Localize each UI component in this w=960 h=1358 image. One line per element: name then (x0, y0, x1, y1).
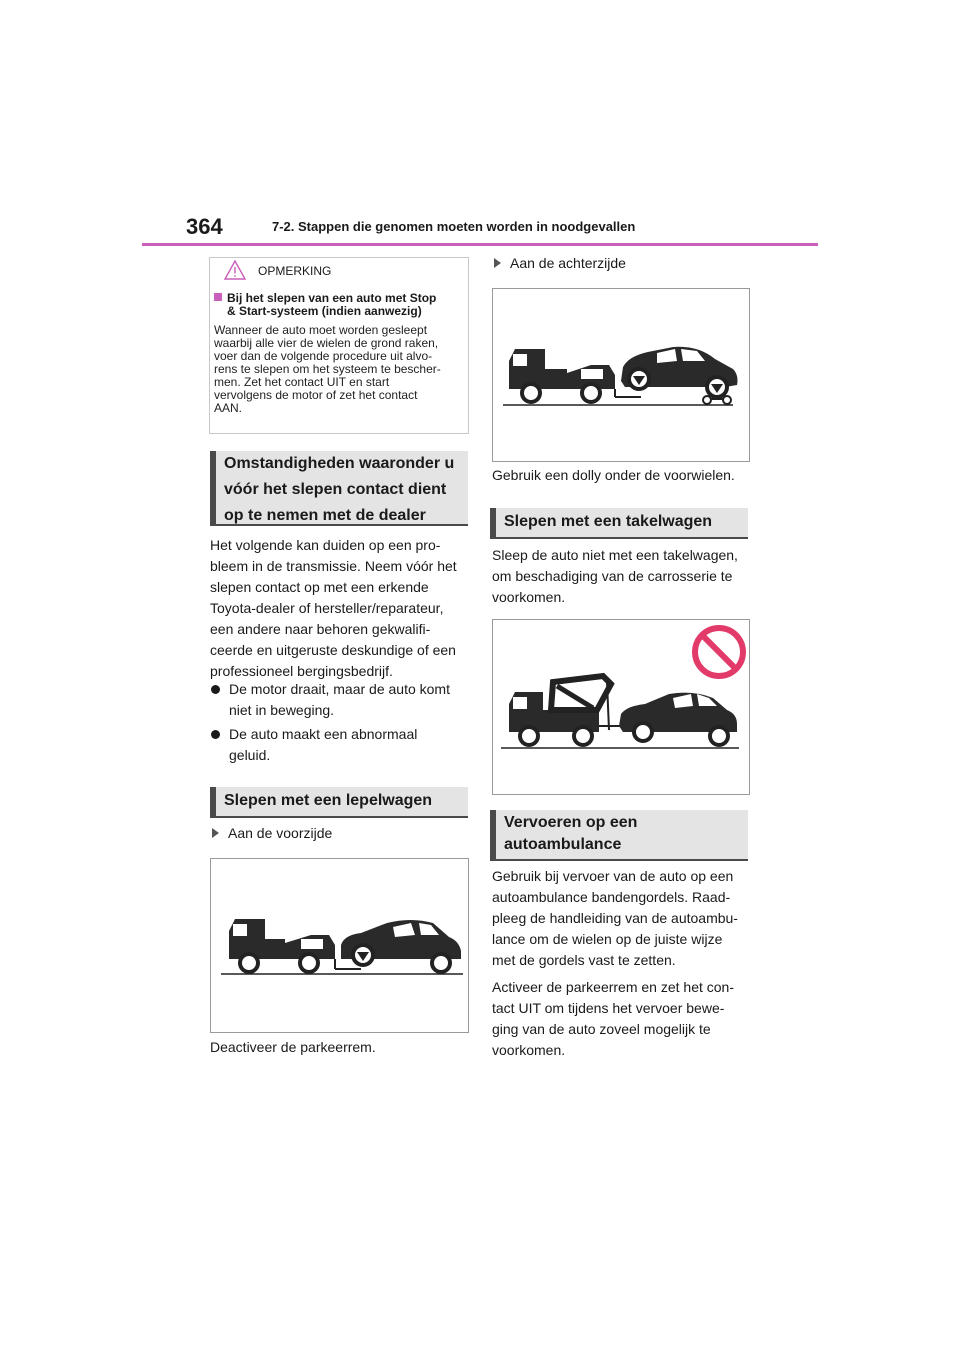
note-body-line: voer dan de volgende procedure uit alvo- (214, 349, 433, 363)
text-line: voorkomen. (492, 589, 566, 605)
text-line: niet in beweging. (229, 702, 335, 718)
arrow-right-icon (212, 828, 219, 838)
transport-paragraph-2 (492, 977, 754, 1061)
rear-tow-illustration (492, 288, 750, 462)
arrow-right-icon (494, 258, 501, 268)
heading-line: Vervoeren op een (504, 814, 638, 831)
header-rule (142, 243, 818, 246)
note-body-line: men. Zet het contact UIT en start (214, 375, 390, 389)
heading-line: autoambulance (504, 836, 622, 853)
note-subtitle (214, 292, 464, 318)
heading-line: op te nemen met de dealer (224, 507, 426, 524)
front-caption: Deactiveer de parkeerrem. (210, 1039, 376, 1055)
text-line: tact UIT om tijdens het vervoer bewe- (492, 1000, 725, 1016)
front-label (210, 823, 410, 844)
front-tow-illustration (210, 858, 469, 1033)
note-body (214, 324, 466, 415)
transport-paragraph-1 (492, 866, 754, 971)
square-bullet-icon (214, 293, 222, 301)
rear-label-text: Aan de achterzijde (510, 255, 626, 271)
note-body-line: rens te slepen om het systeem te bescher- (214, 362, 441, 376)
text-line: Activeer de parkeerrem en zet het con- (492, 979, 735, 995)
bullet-icon (211, 685, 220, 694)
note-body-line: vervolgens de motor of zet het contact (214, 388, 418, 402)
heading-car-transporter (490, 810, 748, 861)
rear-caption: Gebruik een dolly onder de voorwielen. (492, 467, 735, 483)
text-line: De motor draait, maar de auto komt (229, 681, 450, 697)
tow-truck-sling-icon (493, 620, 749, 794)
text-line: slepen contact op met een erkende (210, 579, 429, 595)
sling-tow-illustration (492, 619, 750, 795)
note-subtitle-line: & Start-systeem (indien aanwezig) (227, 304, 422, 318)
text-line: ceerde en uitgeruste deskundige of een (210, 642, 456, 658)
rear-label (492, 253, 692, 274)
heading-tow-truck: Slepen met een takelwagen (490, 508, 748, 539)
text-line: Sleep de auto niet met een takelwagen, (492, 547, 738, 563)
text-line: Het volgende kan duiden op een pro- (210, 537, 441, 553)
note-body-line: AAN. (214, 401, 243, 415)
text-line: De auto maakt een abnormaal (229, 726, 418, 742)
heading-line: Omstandigheden waaronder u (224, 455, 455, 472)
text-line: autoambulance bandengordels. Raad- (492, 889, 731, 905)
front-label-text: Aan de voorzijde (228, 825, 333, 841)
tow-paragraph (492, 545, 754, 608)
tow-truck-front-icon (211, 859, 468, 1032)
text-line: een andere naar behoren gekwalifi- (210, 621, 431, 637)
page-number: 364 (186, 214, 223, 239)
heading-wheel-lift: Slepen met een lepelwagen (210, 787, 468, 818)
text-line: ging van de auto zoveel mogelijk te (492, 1021, 711, 1037)
heading-dealer-contact (210, 451, 468, 526)
text-line: lance om de wielen op de juiste wijze (492, 931, 723, 947)
warning-triangle-icon (224, 260, 246, 280)
text-line: met de gordels vast te zetten. (492, 952, 676, 968)
text-line: voorkomen. (492, 1042, 566, 1058)
text-line: om beschadiging van de carrosserie te (492, 568, 733, 584)
list-item (211, 724, 471, 766)
tow-truck-dolly-icon (493, 289, 749, 461)
bullet-icon (211, 730, 220, 739)
note-body-line: Wanneer de auto moet worden gesleept (214, 323, 428, 337)
list-item (211, 679, 471, 721)
note-body-line: waarbij alle vier de wielen de grond raken, (214, 336, 439, 350)
text-line: Gebruik bij vervoer van de auto op een (492, 868, 734, 884)
text-line: geluid. (229, 747, 271, 763)
text-line: bleem in de transmissie. Neem vóór het (210, 558, 457, 574)
prohibited-icon (695, 628, 743, 676)
section-header: 7-2. Stappen die genomen moeten worden in noodgevallen (272, 219, 636, 234)
text-line: professioneel bergingsbedrijf. (210, 663, 393, 679)
text-line: Toyota-dealer of hersteller/reparateur, (210, 600, 444, 616)
text-line: pleeg de handleiding van de autoambu- (492, 910, 738, 926)
note-subtitle-line: Bij het slepen van een auto met Stop (227, 291, 437, 305)
intro-paragraph (210, 535, 472, 682)
heading-line: vóór het slepen contact dient (224, 481, 447, 498)
note-title: OPMERKING (258, 264, 332, 278)
